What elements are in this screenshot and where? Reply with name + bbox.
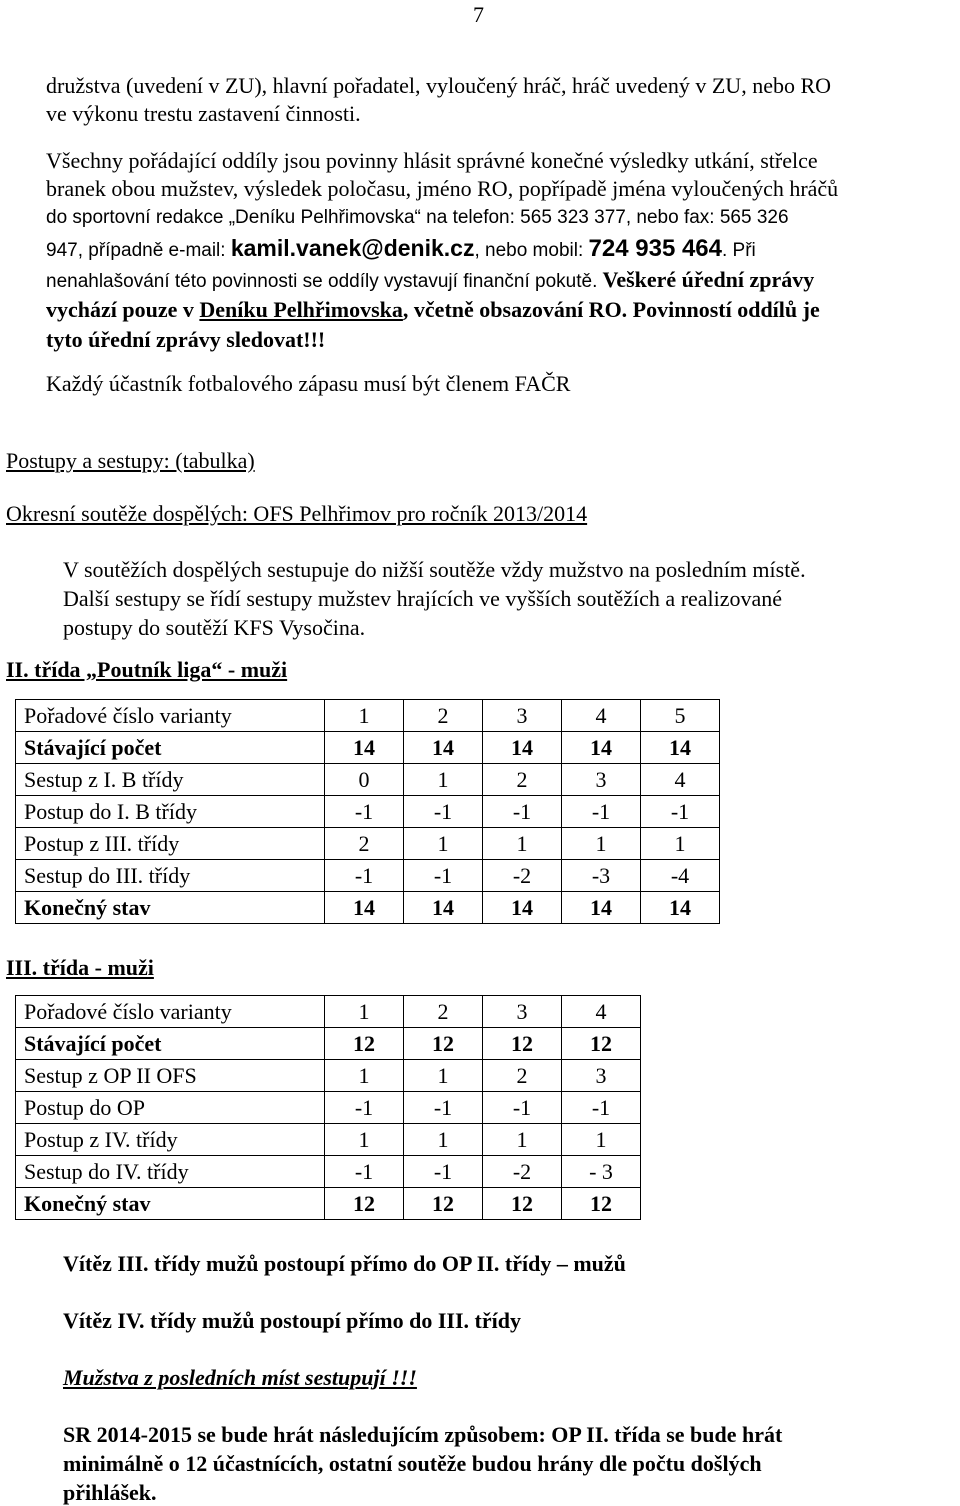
table-row xyxy=(16,1188,641,1220)
cell-value: 14 xyxy=(325,892,404,924)
table-row xyxy=(16,764,720,796)
cell-value: 1 xyxy=(325,1124,404,1156)
note-relegation: Mužstva z posledních míst sestupují !!! xyxy=(63,1365,417,1390)
row-label: Stávající počet xyxy=(16,732,325,764)
cell-value: -1 xyxy=(325,1092,404,1124)
cell-value: -1 xyxy=(325,860,404,892)
cell-value: 12 xyxy=(562,1188,641,1220)
cell-value: 3 xyxy=(483,996,562,1028)
cell-value: 4 xyxy=(562,996,641,1028)
cell-value: 1 xyxy=(562,1124,641,1156)
cell-value: 1 xyxy=(483,828,562,860)
cell-value: 3 xyxy=(562,1060,641,1092)
cell-value: 1 xyxy=(404,1060,483,1092)
row-label: Postup do I. B třídy xyxy=(16,796,325,828)
row-label: Postup z III. třídy xyxy=(16,828,325,860)
row-label: Sestup z I. B třídy xyxy=(16,764,325,796)
table-row xyxy=(16,700,720,732)
cell-value: 1 xyxy=(325,700,404,732)
reporting-line-4 xyxy=(46,234,756,263)
mobile-number: 724 935 464 xyxy=(588,235,722,262)
table-row xyxy=(16,1124,641,1156)
cell-value: 14 xyxy=(641,732,720,764)
cell-value: 1 xyxy=(325,996,404,1028)
row-label: Sestup do IV. třídy xyxy=(16,1156,325,1188)
cell-value: -1 xyxy=(325,1156,404,1188)
cell-value: 1 xyxy=(404,764,483,796)
row-label: Konečný stav xyxy=(16,1188,325,1220)
rules-line-2: Další sestupy se řídí sestupy mužstev hrajících ve vyšších soutěžích a realizované xyxy=(63,586,783,611)
row-label: Stávající počet xyxy=(16,1028,325,1060)
cell-value: 12 xyxy=(483,1028,562,1060)
cell-value: -1 xyxy=(562,796,641,828)
sr-line-3: přihlášek. xyxy=(63,1480,157,1505)
page-number: 7 xyxy=(473,2,484,27)
reporting-line-6-post: , včetně obsazování RO. Povinností oddílů je xyxy=(402,297,820,322)
reporting-line-6-pre: vychází pouze v xyxy=(46,297,200,322)
cell-value: 12 xyxy=(325,1028,404,1060)
rules-line-3: postupy do soutěží KFS Vysočina. xyxy=(63,615,366,640)
cell-value: 1 xyxy=(483,1124,562,1156)
email-link[interactable]: kamil.vanek@denik.cz xyxy=(230,235,475,261)
cell-value: 1 xyxy=(325,1060,404,1092)
reporting-line-5-bold: Veškeré úřední zprávy xyxy=(597,267,815,292)
cell-value: -4 xyxy=(641,860,720,892)
table-third-class xyxy=(15,995,641,1220)
row-label: Pořadové číslo varianty xyxy=(16,700,325,732)
table-row xyxy=(16,892,720,924)
cell-value: -3 xyxy=(562,860,641,892)
table3-heading: III. třída - muži xyxy=(6,955,154,980)
table-row xyxy=(16,1028,641,1060)
row-label: Sestup do III. třídy xyxy=(16,860,325,892)
note-winner-fourth-class: Vítěz IV. třídy mužů postoupí přímo do III. třídy xyxy=(63,1308,521,1333)
cell-value: 14 xyxy=(404,892,483,924)
cell-value: -1 xyxy=(404,1092,483,1124)
row-label: Sestup z OP II OFS xyxy=(16,1060,325,1092)
table-row xyxy=(16,1092,641,1124)
cell-value: -1 xyxy=(562,1092,641,1124)
reporting-line-4-post: . Při xyxy=(722,240,756,261)
cell-value: 14 xyxy=(641,892,720,924)
heading-promotions: Postupy a sestupy: (tabulka) xyxy=(6,448,255,473)
reporting-line-5 xyxy=(46,265,814,294)
row-label: Pořadové číslo varianty xyxy=(16,996,325,1028)
cell-value: 3 xyxy=(483,700,562,732)
row-label: Postup z IV. třídy xyxy=(16,1124,325,1156)
row-label: Postup do OP xyxy=(16,1092,325,1124)
membership-note: Každý účastník fotbalového zápasu musí být členem FAČR xyxy=(46,371,571,396)
cell-value: 14 xyxy=(404,732,483,764)
cell-value: 0 xyxy=(325,764,404,796)
heading-district-competitions: Okresní soutěže dospělých: OFS Pelhřimov pro ročník 2013/2014 xyxy=(6,501,588,526)
reporting-line-4-mid: , nebo mobil: xyxy=(474,240,589,261)
cell-value: 12 xyxy=(562,1028,641,1060)
cell-value: 4 xyxy=(641,764,720,796)
cell-value: 2 xyxy=(325,828,404,860)
table-row xyxy=(16,1156,641,1188)
cell-value: -2 xyxy=(483,860,562,892)
cell-value: 14 xyxy=(325,732,404,764)
note-winner-third-class: Vítěz III. třídy mužů postoupí přímo do OP II. třídy – mužů xyxy=(63,1251,626,1276)
cell-value: 12 xyxy=(404,1188,483,1220)
cell-value: -1 xyxy=(404,860,483,892)
cell-value: 4 xyxy=(562,700,641,732)
denik-link: Deníku Pelhřimovska xyxy=(199,297,403,322)
sr-line-1: SR 2014-2015 se bude hrát následujícím způsobem: OP II. třída se bude hrát xyxy=(63,1422,783,1447)
table-row xyxy=(16,860,720,892)
sr-line-2: minimálně o 12 účastnících, ostatní soutěže budou hrány dle počtu došlých xyxy=(63,1451,762,1476)
cell-value: 2 xyxy=(483,1060,562,1092)
cell-value: -2 xyxy=(483,1156,562,1188)
table-row xyxy=(16,828,720,860)
cell-value: - 3 xyxy=(562,1156,641,1188)
table-row xyxy=(16,796,720,828)
cell-value: 12 xyxy=(483,1188,562,1220)
cell-value: 12 xyxy=(404,1028,483,1060)
cell-value: 14 xyxy=(562,732,641,764)
cell-value: -1 xyxy=(404,796,483,828)
cell-value: 14 xyxy=(483,892,562,924)
cell-value: 1 xyxy=(641,828,720,860)
reporting-line-2: branek obou mužstev, výsledek poločasu, jméno RO, popřípadě jména vyloučených hráčů xyxy=(46,176,839,201)
cell-value: -1 xyxy=(641,796,720,828)
cell-value: 2 xyxy=(404,700,483,732)
cell-value: 5 xyxy=(641,700,720,732)
cell-value: 14 xyxy=(562,892,641,924)
cell-value: 2 xyxy=(404,996,483,1028)
cell-value: 2 xyxy=(483,764,562,796)
table-row xyxy=(16,732,720,764)
table-row xyxy=(16,1060,641,1092)
reporting-line-3: do sportovní redakce „Deníku Pelhřimovska“ na telefon: 565 323 377, nebo fax: 565 326 xyxy=(46,207,789,228)
cell-value: -1 xyxy=(325,796,404,828)
reporting-line-4-pre: 947, případně e-mail: xyxy=(46,240,231,261)
cell-value: 12 xyxy=(325,1188,404,1220)
cell-value: 1 xyxy=(404,828,483,860)
cell-value: 14 xyxy=(483,732,562,764)
reporting-line-7: tyto úřední zprávy sledovat!!! xyxy=(46,327,326,352)
rules-line-1: V soutěžích dospělých sestupuje do nižší soutěže vždy mužstvo na posledním místě. xyxy=(63,557,806,582)
table-second-class xyxy=(15,699,720,924)
cell-value: 1 xyxy=(562,828,641,860)
table-row xyxy=(16,996,641,1028)
reporting-line-5-text: nenahlašování této povinnosti se oddíly vystavují finanční pokutě. xyxy=(46,271,598,292)
reporting-line-6 xyxy=(46,296,820,323)
cell-value: -1 xyxy=(483,796,562,828)
intro-line-2: ve výkonu trestu zastavení činnosti. xyxy=(46,101,361,126)
table2-heading: II. třída „Poutník liga“ - muži xyxy=(6,657,288,682)
reporting-line-1: Všechny pořádající oddíly jsou povinny hlásit správné konečné výsledky utkání, střelce xyxy=(46,148,818,173)
cell-value: 3 xyxy=(562,764,641,796)
cell-value: -1 xyxy=(483,1092,562,1124)
cell-value: 1 xyxy=(404,1124,483,1156)
cell-value: -1 xyxy=(404,1156,483,1188)
intro-line-1: družstva (uvedení v ZU), hlavní pořadatel, vyloučený hráč, hráč uvedený v ZU, nebo RO xyxy=(46,73,832,98)
row-label: Konečný stav xyxy=(16,892,325,924)
